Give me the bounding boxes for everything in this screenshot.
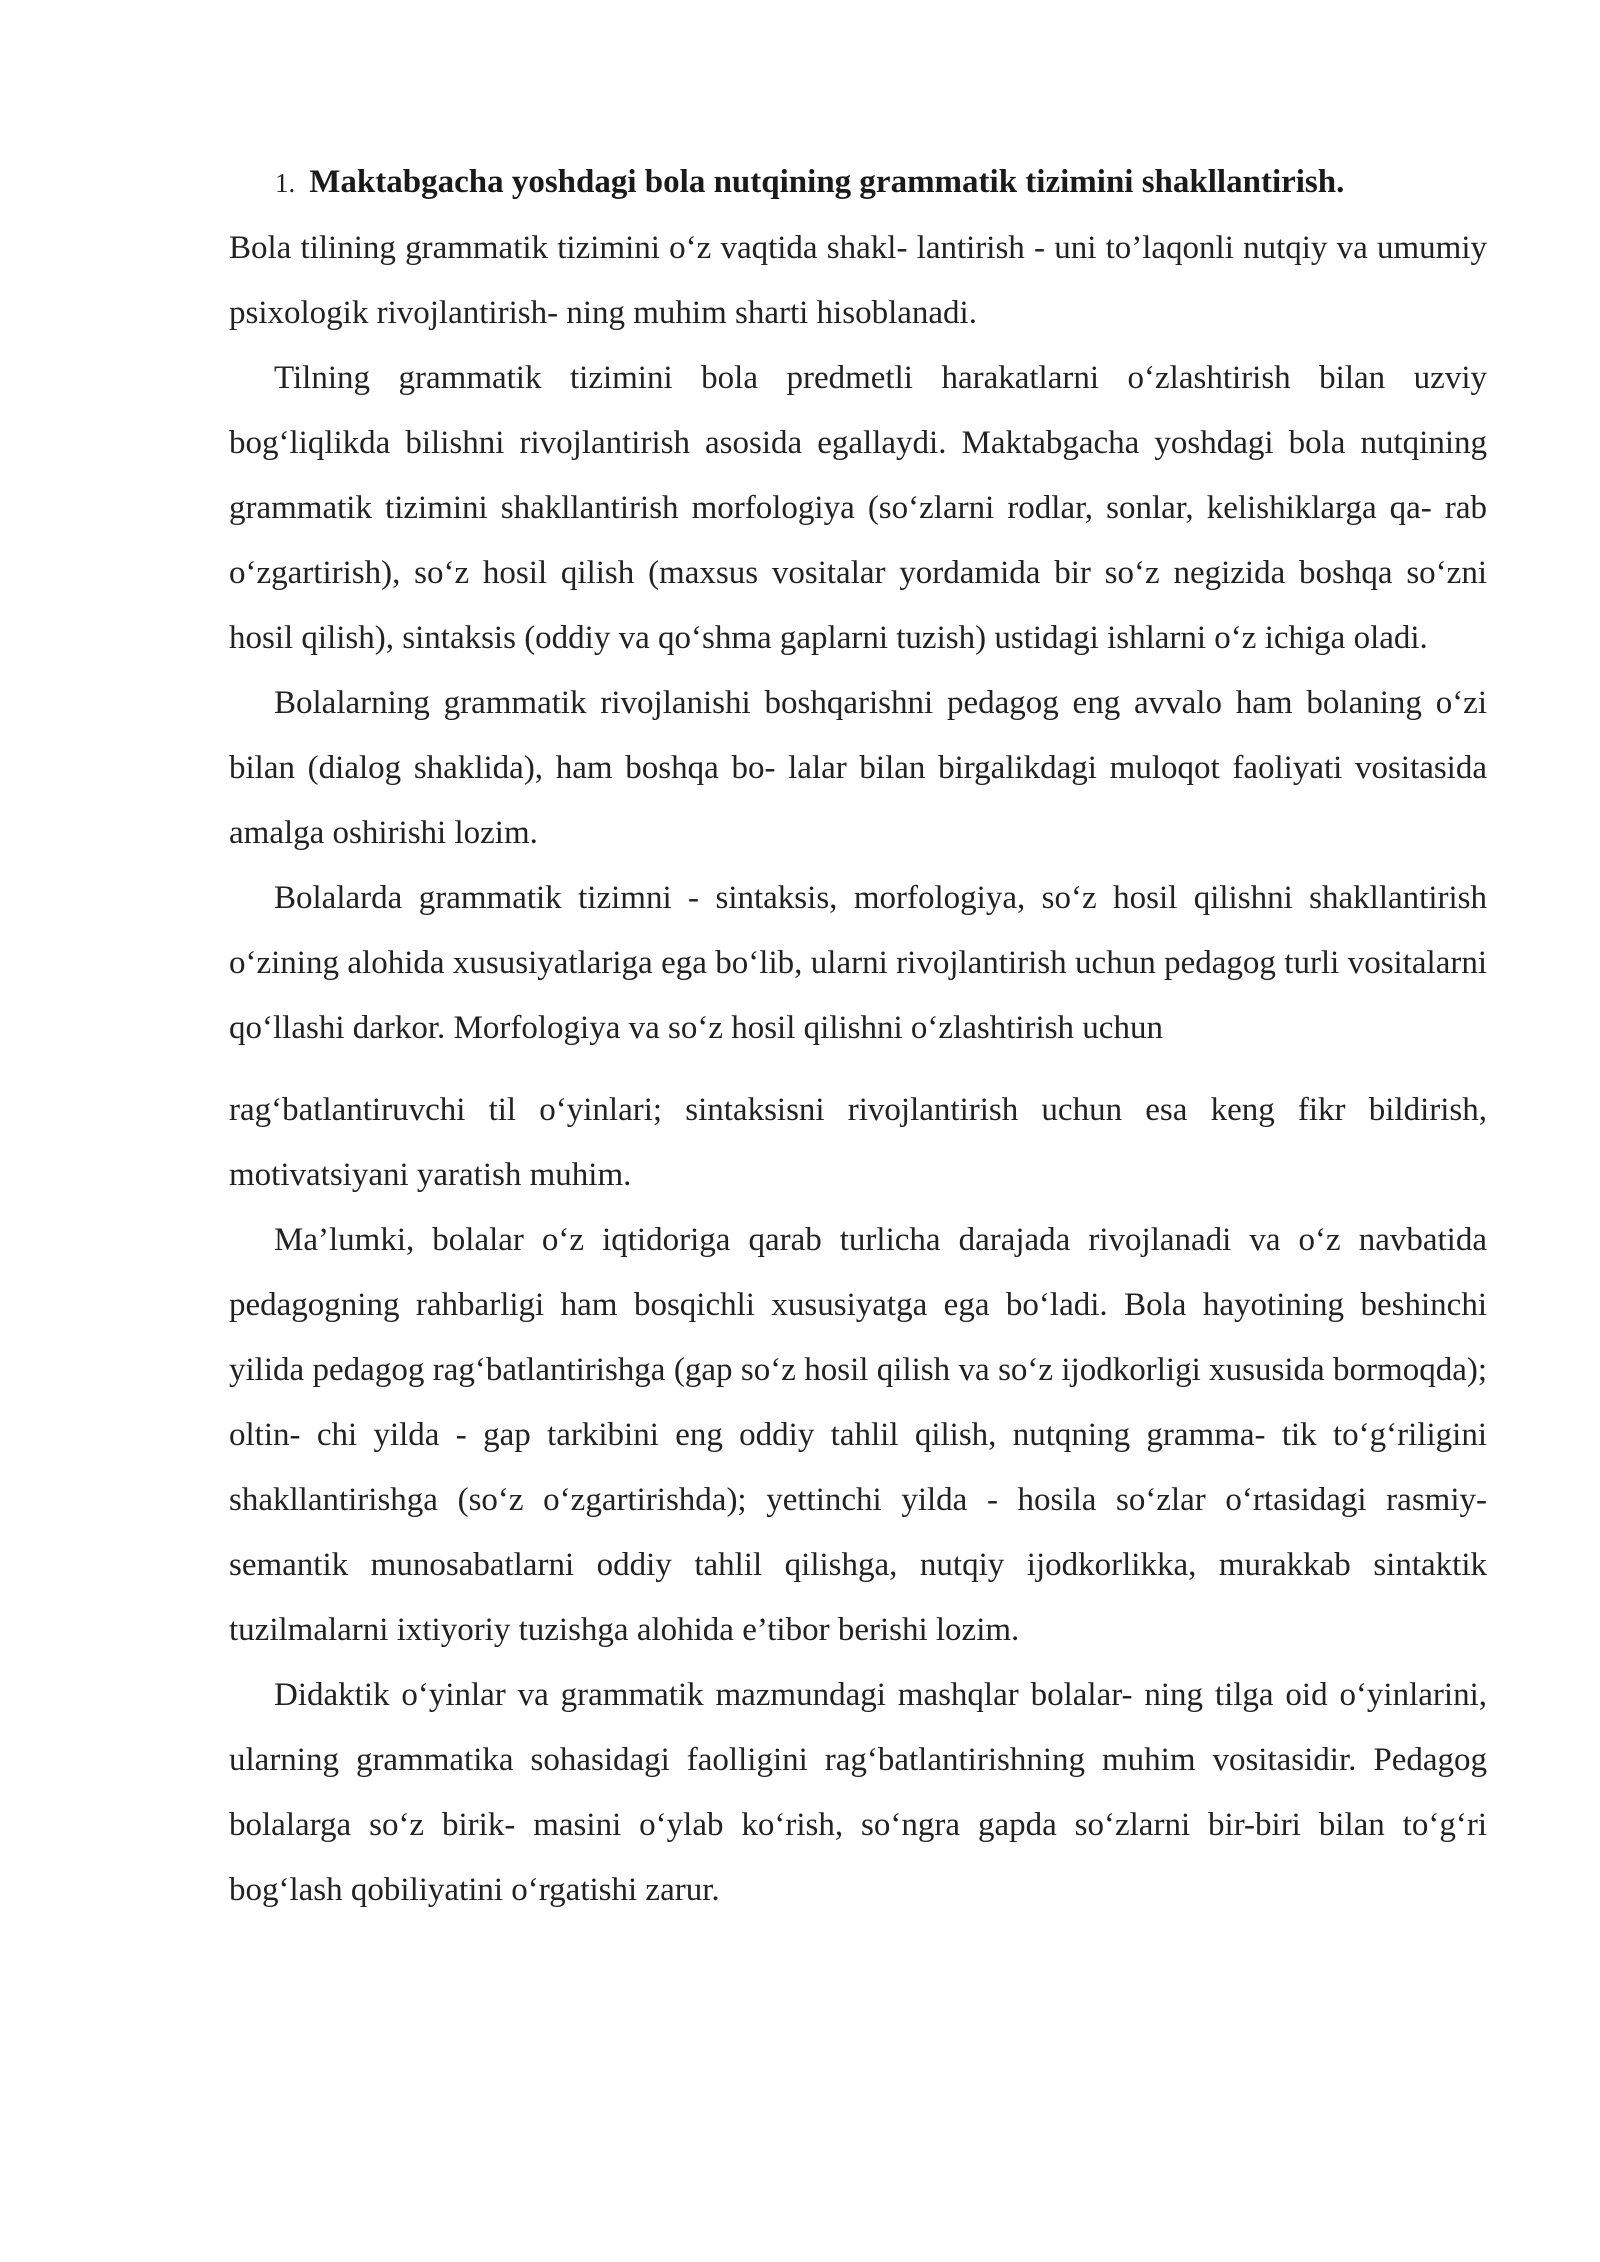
section-number: 1.: [275, 168, 296, 198]
paragraph-7: Didaktik o‘yinlar va grammatik mazmundagi mashqlar bolalar- ning tilga oid o‘yinlarini, ularning grammatika sohasidagi faolligini rag‘batlantirishning muhim vositasidir. Pedagog bolalarga so‘z birik- masini o‘ylab ko‘rish, so‘ngra gapda so‘zlarni bir-biri bilan to‘g‘ri bog‘lash qobiliyatini o‘rgatishi zarur.: [229, 1677, 1487, 1908]
section-title: Maktabgacha yoshdagi bola nutqining grammatik tizimini shakllantirish.: [309, 164, 1345, 200]
paragraph-3: Bolalarning grammatik rivojlanishi boshqarishni pedagog eng avvalo ham bolaning o‘zi bilan (dialog shaklida), ham boshqa bo- lalar bilan birgalikdagi muloqot faoliyati vositasida amalga oshirishi lozim.: [229, 685, 1487, 851]
section-heading: [229, 150, 1487, 216]
paragraph-5: rag‘batlantiruvchi til o‘yinlari; sintaksisni rivojlantirish uchun esa keng fikr bildirish, motivatsiyani yaratish muhim.: [229, 1092, 1487, 1193]
paragraph-2: Tilning grammatik tizimini bola predmetli harakatlarni o‘zlashtirish bilan uzviy bog‘liqlikda bilishni rivojlantirish asosida egallaydi. Maktabgacha yoshdagi bola nutqining grammatik tizimini shakllantirish morfologiya (so‘zlarni rodlar, sonlar, kelishiklarga qa- rab o‘zgartirish), so‘z hosil qilish (maxsus vositalar yordamida bir so‘z negizida boshqa so‘zni hosil qilish), sintaksis (oddiy va qo‘shma gaplarni tuzish) ustidagi ishlarni o‘z ichiga oladi.: [229, 360, 1487, 656]
paragraph-1: Bola tilining grammatik tizimini o‘z vaqtida shakl- lantirish - uni to’laqonli nutqiy va umumiy psixologik rivojlantirish- ning muhim sharti hisoblanadi.: [229, 230, 1487, 331]
paragraph-4: Bolalarda grammatik tizimni - sintaksis, morfologiya, so‘z hosil qilishni shakllantirish o‘zining alohida xususiyatlariga ega bo‘lib, ularni rivojlantirish uchun pedagog turli vositalarni qo‘llashi darkor. Morfologiya va so‘z hosil qilishni o‘zlashtirish uchun: [229, 880, 1487, 1046]
paragraph-6: Ma’lumki, bolalar o‘z iqtidoriga qarab turlicha darajada rivojlanadi va o‘z navbatida pedagogning rahbarligi ham bosqichli xususiyatga ega bo‘ladi. Bola hayotining beshinchi yilida pedagog rag‘batlantirishga (gap so‘z hosil qilish va so‘z ijodkorligi xususida bormoqda); oltin- chi yilda - gap tarkibini eng oddiy tahlil qilish, nutqning gramma- tik to‘g‘riligini shakllantirishga (so‘z o‘zgartirishda); yettinchi yilda - hosila so‘zlar o‘rtasidagi rasmiy-semantik munosabatlarni oddiy tahlil qilishga, nutqiy ijodkorlikka, murakkab sintaktik tuzilmalarni ixtiyoriy tuzishga alohida e’tibor berishi lozim.: [229, 1222, 1487, 1648]
document-page: [229, 150, 1487, 1923]
